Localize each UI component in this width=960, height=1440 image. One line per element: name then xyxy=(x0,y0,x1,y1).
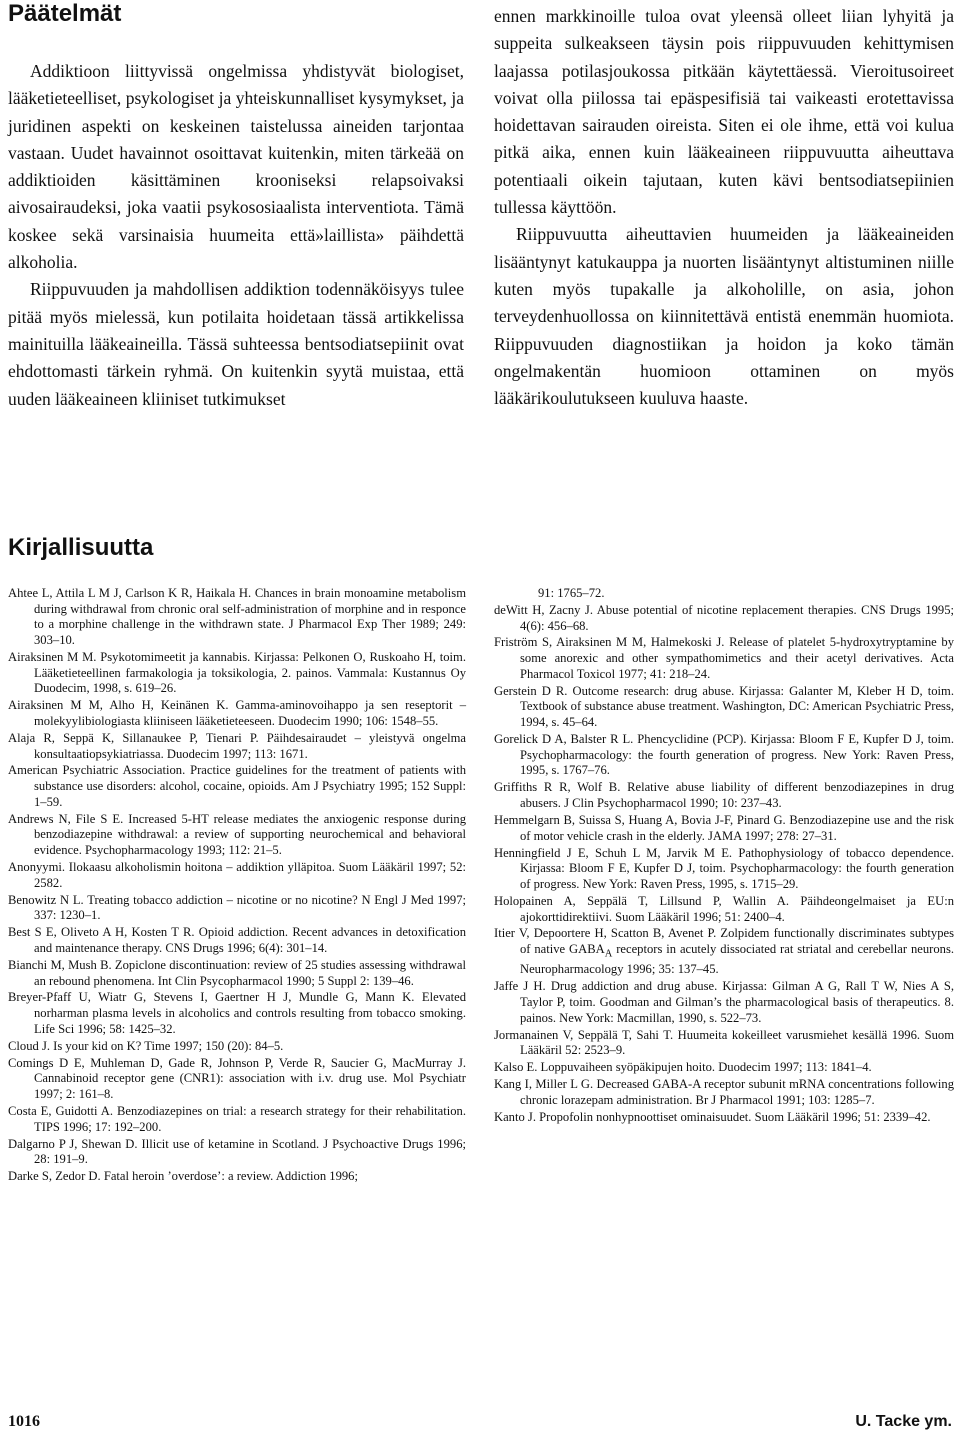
reference-entry: Costa E, Guidotti A. Benzodiazepines on trial: a research strategy for their rehabilitation. TIPS 1996; 17: 192–200. xyxy=(8,1103,466,1134)
conclusions-paragraph: ennen markkinoille tuloa ovat yleensä olleet liian lyhyitä ja suppeita sulkeakseen täysin pois riippuvuuden kehittymisen laajassa potilasjoukossa pitkään käytettäessä. Vieroitusoireet voivat olla piilossa tai epäspesifisiä tai vaikeasti erotettavissa hoidettavan sairauden oireista. Siten ei ole ihme, että voi kulua pitkä aika, ennen kuin lääkeaineen riippuvuutta aiheuttava potentiaali oikein tajutaan, kuten kävi bentsodiatsepiinien tullessa käyttöön. xyxy=(494,6,954,218)
reference-entry: Kalso E. Loppuvaiheen syöpäkipujen hoito. Duodecim 1997; 113: 1841–4. xyxy=(494,1060,872,1075)
reference-entry: Jormanainen V, Seppälä T, Sahi T. Huumeita kokeilleet varusmiehet kesällä 1996. Suom Lääkäril 52: 2523–9. xyxy=(494,1027,954,1058)
reference-entry: Hemmelgarn B, Suissa S, Huang A, Bovia J-F, Pinard G. Benzodiazepine use and the risk of motor vehicle crash in the elderly. JAMA 1997; 278: 27–31. xyxy=(494,812,954,843)
references-heading: Kirjallisuutta xyxy=(8,534,154,561)
reference-entry: Griffiths R R, Wolf B. Relative abuse liability of different benzodiazepines in drug abusers. J Clin Psychopharmacol 1990; 10: 237–43. xyxy=(494,780,954,811)
reference-entry: Best S E, Oliveto A H, Kosten T R. Opioid addiction. Recent advances in detoxification and maintenance therapy. CNS Drugs 1996; 6(4): 301–14. xyxy=(8,925,466,955)
reference-entry: Kanto J. Propofolin nonhypnoottiset ominaisuudet. Suom Lääkäril 1996; 51: 2339–42. xyxy=(494,1109,931,1124)
reference-entry: Andrews N, File S E. Increased 5-HT release mediates the anxiogenic response during benzodiazepine withdrawal: a review of supporting neurochemical and behavioral evidence. Psychopharmacology 1993; 112: 21–5. xyxy=(8,811,466,858)
reference-entry: deWitt H, Zacny J. Abuse potential of nicotine replacement therapies. CNS Drugs 1995; 4(6): 456–68. xyxy=(494,602,954,633)
references-right-column xyxy=(494,586,954,1127)
references-left-column xyxy=(8,586,466,1186)
reference-entry: Jaffe J H. Drug addiction and drug abuse. Kirjassa: Gilman A G, Rall T W, Nies A S, Taylor P, toim. Goodman and Gilman’s the pharmacological basis of therapeutics. 8. painos. New York: Macmillan, 1990, s. 522–73. xyxy=(494,979,954,1025)
conclusions-right-column xyxy=(494,3,954,412)
conclusions-paragraph: Riippuvuutta aiheuttavien huumeiden ja lääkeaineiden lisääntynyt katukauppa ja nuorten lisääntynyt altistuminen niille kuten myös tupakalle ja alkoholille, on asia, johon terveydenhuollossa on kiinnitettävä entistä enemmän huomiota. Riippuvuuden diagnostiikan ja hoidon ja koko tämän ongelmakentän huomioon ottaminen on myös lääkärikoulutukseen kuuluva haaste. xyxy=(494,224,954,409)
reference-entry: Benowitz N L. Treating tobacco addiction – nicotine or no nicotine? N Engl J Med 1997; 337: 1230–1. xyxy=(8,892,466,923)
page-number: 1016 xyxy=(8,1413,40,1430)
running-author: U. Tacke ym. xyxy=(855,1413,952,1430)
conclusions-heading: Päätelmät xyxy=(8,0,122,27)
conclusions-paragraph: Riippuvuuden ja mahdollisen addiktion todennäköisyys tulee pitää myös mielessä, kun potilaita hoidetaan tässä artikkelissa mainituilla lääkeaineilla. Tässä suhteessa bentsodiatsepiinit ovat ehdottomasti tärkein ryhmä. On kuitenkin syytä muistaa, että uuden lääkeaineen kliiniset tutkimukset xyxy=(8,279,464,409)
reference-entry: Gorelick D A, Balster R L. Phencyclidine (PCP). Kirjassa: Bloom F E, Kupfer D J, toim. Psychopharmacology: the fourth generation of progress. New York: Raven Press, 1995, s. 1767–76. xyxy=(494,732,954,778)
reference-entry: Dalgarno P J, Shewan D. Illicit use of ketamine in Scotland. J Psychoactive Drugs 1996; 28: 191–9. xyxy=(8,1136,466,1167)
reference-entry: American Psychiatric Association. Practice guidelines for the treatment of patients with substance use disorders: alcohol, cocaine, opioids. Am J Psychiatry 1995; 152 Suppl: 1–59. xyxy=(8,763,466,809)
reference-entry: Ahtee L, Attila L M J, Carlson K R, Haikala H. Chances in brain monoamine metabolism during withdrawal from chronic oral self-administration of morphine and in responce to a morphine challenge in the withdrawn state. J Pharmacol Exp Ther 1989; 249: 303–10. xyxy=(8,586,466,648)
reference-entry: Darke S, Zedor D. Fatal heroin ’overdose’: a review. Addiction 1996; xyxy=(8,1169,358,1184)
reference-entry: Bianchi M, Mush B. Zopiclone discontinuation: review of 25 studies assessing withdrawal an rebound phenomena. Int Clin Psycopharmacol 1990; 5 Suppl 2: 139–46. xyxy=(8,957,466,988)
reference-entry: Kang I, Miller L G. Decreased GABA-A receptor subunit mRNA concentrations following chronic lorazepam administration. Br J Pharmacol 1991; 103: 1285–7. xyxy=(494,1077,954,1107)
reference-entry: Henningfield J E, Schuh L M, Jarvik M E. Pathophysiology of tobacco dependence. Kirjassa: Bloom F E, Kupfer D J, toim. Psychopharmacology: the fourth generation of progress. New York: Raven Press, 1995, s. 1715–29. xyxy=(494,845,954,891)
reference-entry: Friström S, Airaksinen M M, Halmekoski J. Release of platelet 5-hydroxytryptamine by some anorexic and other sympathomimetics and their acetyl derivatives. Acta Pharmacol Toxicol 1977; 41: 218–24. xyxy=(494,635,954,681)
reference-entry: Alaja R, Seppä K, Sillanaukee P, Tienari P. Päihdesairaudet – yleistyvä ongelma konsultaatiopsykiatriassa. Duodecim 1997; 113: 1671. xyxy=(8,730,466,761)
reference-continuation: 91: 1765–72. xyxy=(538,586,605,600)
conclusions-paragraph: Addiktioon liittyvissä ongelmissa yhdistyvät biologiset, lääketieteelliset, psykologiset ja yhteiskunnalliset kysymykset, ja juridinen aspekti on keskeinen taistelussa aineiden tarjontaa vastaan. Uudet havainnot osoittavat kuitenkin, miten tärkeää on addiktioiden käsittäminen krooniseksi relapsoivaksi aivosairaudeksi, joka vaatii psykososiaalista interventiota. Tämä koskee sekä varsinaisia huumeita että»laillista» päihdettä alkoholia. xyxy=(8,61,464,273)
reference-entry: Holopainen A, Seppälä T, Lillsund P, Wallin A. Päihdeongelmaiset ja EU:n ajokorttidirektiivi. Suom Lääkäril 1996; 51: 2400–4. xyxy=(494,893,954,924)
reference-entry: Anonyymi. Ilokaasu alkoholismin hoitona – addiktion ylläpitoa. Suom Lääkäril 1997; 52: 2582. xyxy=(8,860,466,890)
reference-entry: Breyer-Pfaff U, Wiatr G, Stevens I, Gaertner H J, Mundle G, Mann K. Elevated norharman plasma levels in alcoholics and controls resulting from tobacco smoking. Life Sci 1996; 58: 1425–32. xyxy=(8,990,466,1036)
reference-entry: Comings D E, Muhleman D, Gade R, Johnson P, Verde R, Saucier G, MacMurray J. Cannabinoid receptor gene (CNR1): association with i.v. drug use. Mol Psychiatr 1997; 2: 161–8. xyxy=(8,1055,466,1102)
reference-entry: Airaksinen M M. Psykotomimeetit ja kannabis. Kirjassa: Pelkonen O, Ruskoaho H, toim. Lääketieteellinen farmakologia ja toksikologia, 2. painos. Vammala: Kustannus Oy Duodecim, 1998, s. 619–26. xyxy=(8,650,466,696)
reference-entry: Itier V, Depoortere H, Scatton B, Avenet P. Zolpidem functionally discriminates subtypes of native $GABA_A$ receptors in acutely dissociated rat striatal and cerebellar neurons. Neuropharmacology 1996; 35: 137–45. xyxy=(494,926,954,977)
conclusions-left-column xyxy=(8,58,464,413)
reference-entry: Cloud J. Is your kid on K? Time 1997; 150 (20): 84–5. xyxy=(8,1038,284,1053)
reference-entry: Gerstein D R. Outcome research: drug abuse. Kirjassa: Galanter M, Kleber H D, toim. Textbook of substance abuse treatment. Washington, DC: American Psychiatric Press, 1994, s. 45–64. xyxy=(494,683,954,730)
reference-entry: Airaksinen M M, Alho H, Keinänen K. Gamma-aminovoihappo ja sen reseptorit – molekyylibiologiasta kliiniseen lääketieteeseen. Duodecim 1990; 106: 1548–55. xyxy=(8,698,466,728)
